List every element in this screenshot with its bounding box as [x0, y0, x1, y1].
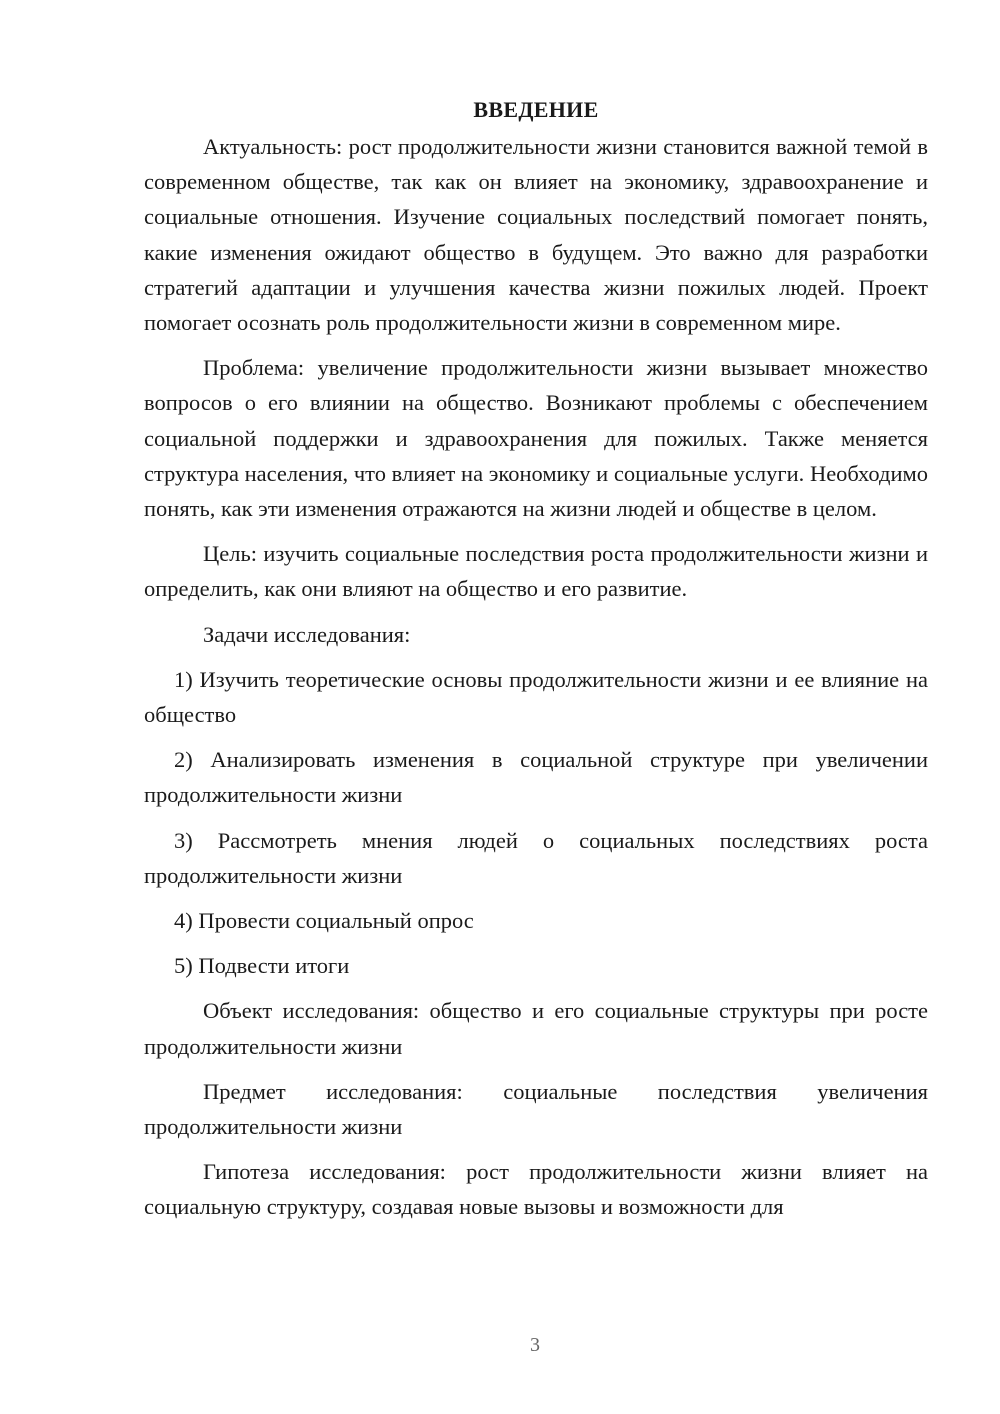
- page-number: 3: [530, 1334, 540, 1356]
- task-item: 5) Подвести итоги: [174, 953, 350, 979]
- object-paragraph: Объект исследования: общество и его социальные структуры при росте продолжительности жизни: [144, 998, 928, 1059]
- goal-paragraph: Цель: изучить социальные последствия роста продолжительности жизни и определить, как они влияют на общество и его развитие.: [144, 541, 928, 602]
- subject-paragraph: Предмет исследования: социальные последствия увеличения продолжительности жизни: [144, 1078, 928, 1140]
- task-item: 3) Рассмотреть мнения людей о социальных последствиях роста продолжительности жизни: [144, 827, 928, 888]
- problem-paragraph: Проблема: увеличение продолжительности жизни вызывает множество вопросов о его влиянии на общество. Возникают проблемы с обеспечением социальной поддержки и здравоохранения для пожилых. Также меняется структура населения, что влияет на экономику и социальные услуги. Необходимо понять, как эти изменения отражаются на жизни людей и обществе в целом.: [144, 355, 928, 522]
- tasks-heading: Задачи исследования:: [203, 621, 411, 647]
- section-heading: ВВЕДЕНИЕ: [473, 97, 599, 122]
- relevance-paragraph: Актуальность: рост продолжительности жизни становится важной темой в современном обществе, так как он влияет на экономику, здравоохранение и социальные отношения. Изучение социальных последствий помогает понять, какие изменения ожидают общество в будущем. Это важно для разработки стратегий адаптации и улучшения качества жизни пожилых людей. Проект помогает осознать роль продолжительности жизни в современном мире.: [144, 134, 928, 336]
- page-body: [144, 92, 928, 1235]
- task-item: 1) Изучить теоретические основы продолжительности жизни и ее влияние на общество: [144, 666, 928, 728]
- task-item: 4) Провести социальный опрос: [174, 908, 474, 934]
- task-item: 2) Анализировать изменения в социальной структуре при увеличении продолжительности жизни: [144, 747, 928, 808]
- hypothesis-paragraph: Гипотеза исследования: рост продолжительности жизни влияет на социальную структуру, создавая новые вызовы и возможности для: [144, 1159, 928, 1220]
